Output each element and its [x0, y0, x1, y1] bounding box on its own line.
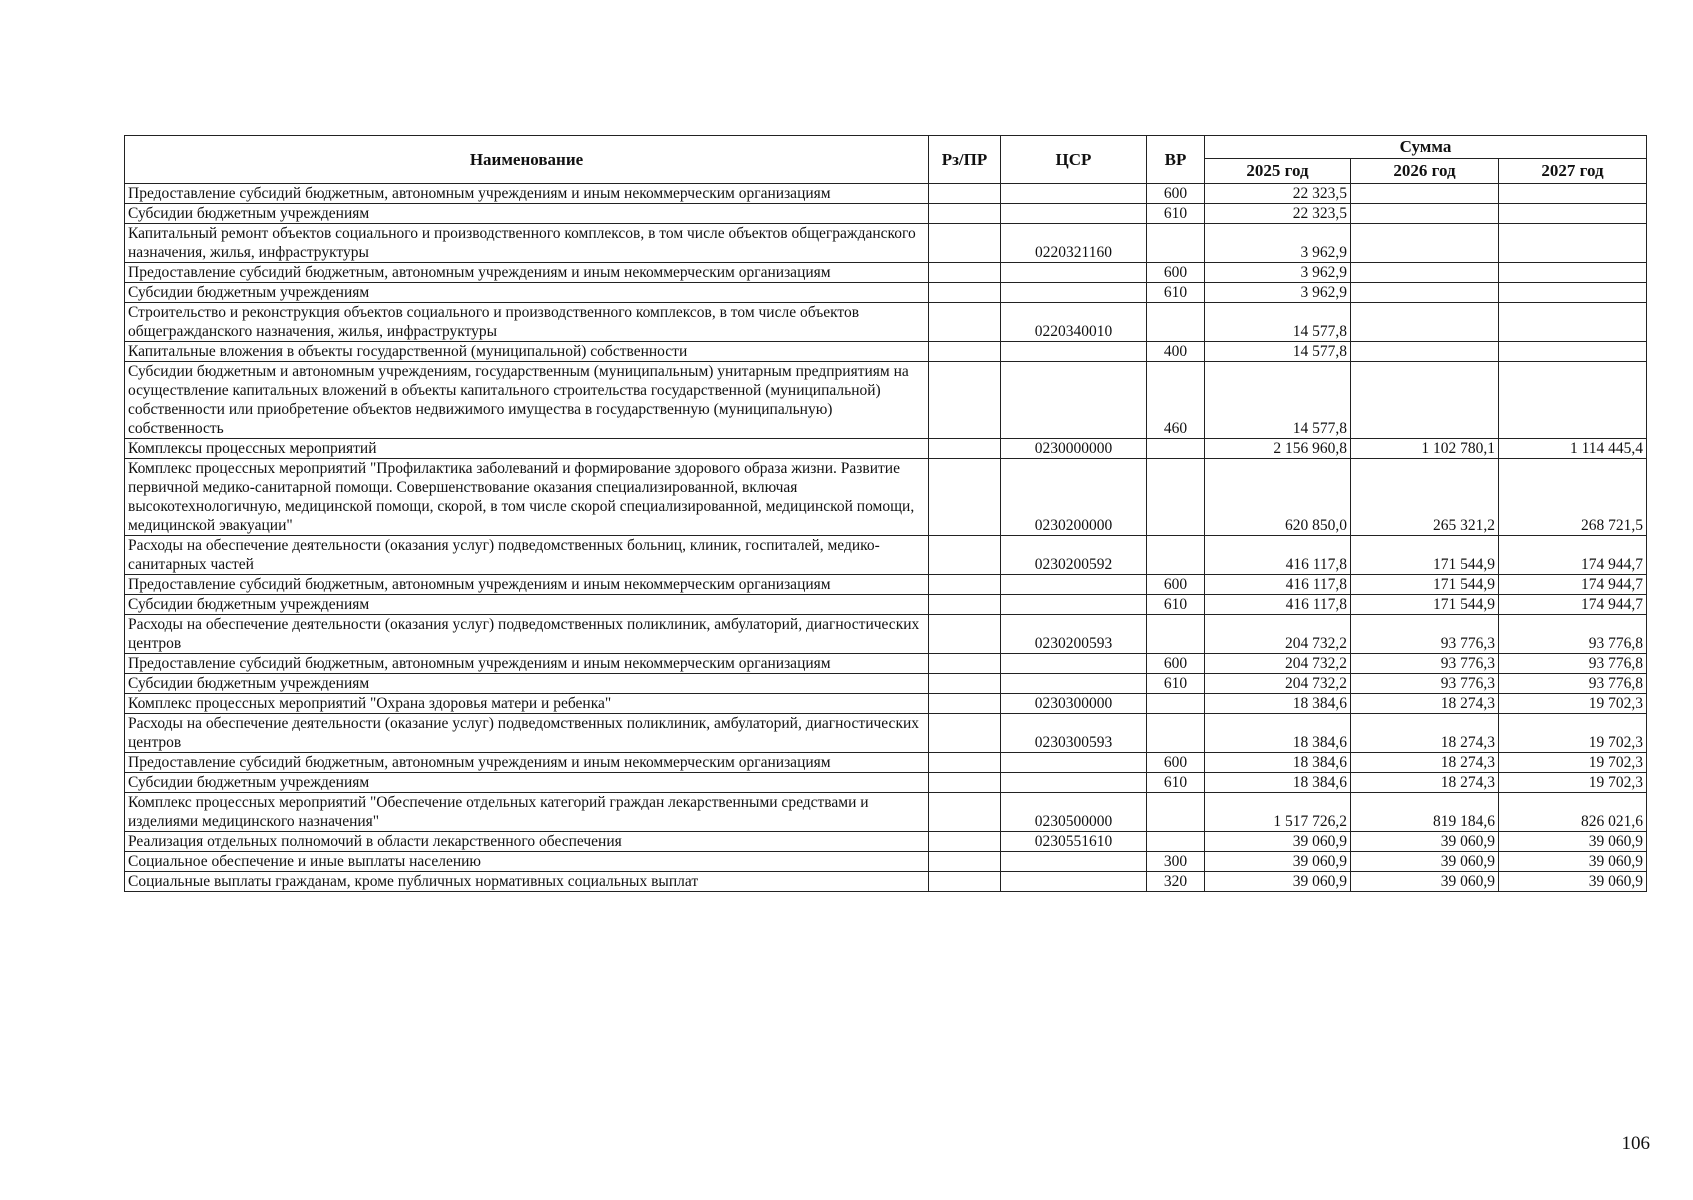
cell-vr: 600 — [1147, 753, 1205, 773]
table-row — [125, 224, 1647, 263]
cell-2026 — [1351, 283, 1499, 303]
cell-csr: 0230300000 — [1001, 694, 1147, 714]
table-body — [125, 184, 1647, 892]
header-vr: ВР — [1147, 136, 1205, 184]
cell-vr: 600 — [1147, 184, 1205, 204]
cell-2025: 416 117,8 — [1205, 595, 1351, 615]
cell-2026: 171 544,9 — [1351, 575, 1499, 595]
cell-csr — [1001, 872, 1147, 892]
cell-vr — [1147, 536, 1205, 575]
table-row — [125, 595, 1647, 615]
table-row — [125, 753, 1647, 773]
cell-2027: 174 944,7 — [1499, 575, 1647, 595]
header-year-2025: 2025 год — [1205, 159, 1351, 184]
cell-rzpr — [929, 694, 1001, 714]
cell-vr — [1147, 694, 1205, 714]
table-row — [125, 439, 1647, 459]
table-row — [125, 773, 1647, 793]
cell-name: Комплекс процессных мероприятий "Профилактика заболеваний и формирование здорового образа жизни. Развитие первичной медико-санитарной помощи. Совершенствование оказания специализированной, включая высокотехнологичную, медицинской помощи, скорой, в том числе скорой специализированной, медицинской помощи, медицинской эвакуации" — [125, 459, 929, 536]
cell-vr — [1147, 832, 1205, 852]
cell-2027 — [1499, 283, 1647, 303]
cell-csr — [1001, 362, 1147, 439]
table-row — [125, 674, 1647, 694]
header-year-2027: 2027 год — [1499, 159, 1647, 184]
cell-2026: 171 544,9 — [1351, 595, 1499, 615]
table-row — [125, 615, 1647, 654]
cell-2027 — [1499, 362, 1647, 439]
table-row — [125, 184, 1647, 204]
cell-2027: 93 776,8 — [1499, 615, 1647, 654]
cell-2027: 826 021,6 — [1499, 793, 1647, 832]
cell-rzpr — [929, 714, 1001, 753]
cell-rzpr — [929, 654, 1001, 674]
cell-vr: 610 — [1147, 283, 1205, 303]
cell-rzpr — [929, 595, 1001, 615]
cell-vr: 300 — [1147, 852, 1205, 872]
cell-csr: 0230200593 — [1001, 615, 1147, 654]
cell-2025: 2 156 960,8 — [1205, 439, 1351, 459]
cell-name: Реализация отдельных полномочий в области лекарственного обеспечения — [125, 832, 929, 852]
cell-2025: 14 577,8 — [1205, 303, 1351, 342]
cell-2025: 3 962,9 — [1205, 263, 1351, 283]
cell-rzpr — [929, 575, 1001, 595]
cell-rzpr — [929, 459, 1001, 536]
cell-2025: 18 384,6 — [1205, 753, 1351, 773]
cell-2026 — [1351, 362, 1499, 439]
cell-vr: 600 — [1147, 654, 1205, 674]
cell-2026: 819 184,6 — [1351, 793, 1499, 832]
cell-name: Субсидии бюджетным и автономным учреждениям, государственным (муниципальным) унитарным предприятиям на осуществление капитальных вложений в объекты капитального строительства государственной (муниципальной) собственности или приобретение объектов недвижимого имущества в государственную (муниципальную) собственность — [125, 362, 929, 439]
cell-csr — [1001, 773, 1147, 793]
cell-2025: 3 962,9 — [1205, 224, 1351, 263]
table-row — [125, 362, 1647, 439]
cell-csr — [1001, 654, 1147, 674]
cell-csr: 0230000000 — [1001, 439, 1147, 459]
cell-name: Расходы на обеспечение деятельности (оказания услуг) подведомственных поликлиник, амбулаторий, диагностических центров — [125, 615, 929, 654]
cell-2027: 1 114 445,4 — [1499, 439, 1647, 459]
cell-name: Предоставление субсидий бюджетным, автономным учреждениям и иным некоммерческим организациям — [125, 753, 929, 773]
cell-2027 — [1499, 224, 1647, 263]
budget-table — [124, 135, 1647, 892]
cell-rzpr — [929, 362, 1001, 439]
cell-2025: 39 060,9 — [1205, 872, 1351, 892]
cell-vr: 600 — [1147, 263, 1205, 283]
cell-2025: 620 850,0 — [1205, 459, 1351, 536]
cell-csr: 0230200000 — [1001, 459, 1147, 536]
cell-csr — [1001, 575, 1147, 595]
cell-2026: 171 544,9 — [1351, 536, 1499, 575]
cell-2025: 416 117,8 — [1205, 575, 1351, 595]
cell-vr: 460 — [1147, 362, 1205, 439]
cell-2026 — [1351, 263, 1499, 283]
cell-name: Расходы на обеспечение деятельности (оказания услуг) подведомственных больниц, клиник, госпиталей, медико-санитарных частей — [125, 536, 929, 575]
table-row — [125, 459, 1647, 536]
cell-csr — [1001, 674, 1147, 694]
cell-2027: 39 060,9 — [1499, 832, 1647, 852]
cell-2027: 268 721,5 — [1499, 459, 1647, 536]
cell-name: Субсидии бюджетным учреждениям — [125, 204, 929, 224]
cell-rzpr — [929, 303, 1001, 342]
cell-rzpr — [929, 852, 1001, 872]
cell-csr: 0220340010 — [1001, 303, 1147, 342]
cell-2027: 19 702,3 — [1499, 694, 1647, 714]
cell-csr — [1001, 342, 1147, 362]
cell-rzpr — [929, 536, 1001, 575]
cell-name: Предоставление субсидий бюджетным, автономным учреждениям и иным некоммерческим организациям — [125, 654, 929, 674]
cell-2026 — [1351, 204, 1499, 224]
cell-rzpr — [929, 773, 1001, 793]
cell-name: Капитальные вложения в объекты государственной (муниципальной) собственности — [125, 342, 929, 362]
cell-vr: 610 — [1147, 773, 1205, 793]
table-row — [125, 694, 1647, 714]
header-csr: ЦСР — [1001, 136, 1147, 184]
table-row — [125, 204, 1647, 224]
cell-vr — [1147, 459, 1205, 536]
cell-2026: 39 060,9 — [1351, 872, 1499, 892]
cell-rzpr — [929, 342, 1001, 362]
table-row — [125, 263, 1647, 283]
cell-rzpr — [929, 224, 1001, 263]
cell-2026: 1 102 780,1 — [1351, 439, 1499, 459]
cell-2027: 93 776,8 — [1499, 674, 1647, 694]
cell-2025: 14 577,8 — [1205, 362, 1351, 439]
cell-rzpr — [929, 793, 1001, 832]
cell-2025: 14 577,8 — [1205, 342, 1351, 362]
cell-2026: 265 321,2 — [1351, 459, 1499, 536]
cell-2027 — [1499, 204, 1647, 224]
cell-name: Субсидии бюджетным учреждениям — [125, 674, 929, 694]
cell-vr — [1147, 714, 1205, 753]
cell-vr: 400 — [1147, 342, 1205, 362]
cell-csr: 0230551610 — [1001, 832, 1147, 852]
cell-vr: 600 — [1147, 575, 1205, 595]
cell-csr — [1001, 263, 1147, 283]
cell-vr: 610 — [1147, 595, 1205, 615]
cell-2027: 93 776,8 — [1499, 654, 1647, 674]
cell-2027: 19 702,3 — [1499, 753, 1647, 773]
cell-csr — [1001, 184, 1147, 204]
cell-vr — [1147, 224, 1205, 263]
cell-2025: 18 384,6 — [1205, 694, 1351, 714]
cell-rzpr — [929, 832, 1001, 852]
header-name: Наименование — [125, 136, 929, 184]
cell-csr: 0220321160 — [1001, 224, 1147, 263]
cell-csr: 0230200592 — [1001, 536, 1147, 575]
cell-2025: 416 117,8 — [1205, 536, 1351, 575]
cell-vr: 320 — [1147, 872, 1205, 892]
cell-name: Субсидии бюджетным учреждениям — [125, 595, 929, 615]
header-year-2026: 2026 год — [1351, 159, 1499, 184]
page-number: 106 — [1621, 1133, 1650, 1154]
table-row — [125, 575, 1647, 595]
cell-2026: 18 274,3 — [1351, 773, 1499, 793]
cell-2027: 19 702,3 — [1499, 773, 1647, 793]
cell-2026: 18 274,3 — [1351, 694, 1499, 714]
cell-2025: 22 323,5 — [1205, 204, 1351, 224]
cell-rzpr — [929, 184, 1001, 204]
header-rzpr: Рз/ПР — [929, 136, 1001, 184]
cell-name: Капитальный ремонт объектов социального и производственного комплексов, в том числе объектов общегражданского назначения, жилья, инфраструктуры — [125, 224, 929, 263]
cell-2027: 39 060,9 — [1499, 872, 1647, 892]
cell-2025: 204 732,2 — [1205, 674, 1351, 694]
cell-2025: 39 060,9 — [1205, 852, 1351, 872]
cell-rzpr — [929, 263, 1001, 283]
cell-vr — [1147, 303, 1205, 342]
cell-name: Расходы на обеспечение деятельности (оказание услуг) подведомственных поликлиник, амбулаторий, диагностических центров — [125, 714, 929, 753]
cell-csr: 0230300593 — [1001, 714, 1147, 753]
cell-2026: 39 060,9 — [1351, 852, 1499, 872]
table-row — [125, 793, 1647, 832]
cell-name: Субсидии бюджетным учреждениям — [125, 773, 929, 793]
cell-vr — [1147, 439, 1205, 459]
cell-2025: 39 060,9 — [1205, 832, 1351, 852]
cell-vr: 610 — [1147, 204, 1205, 224]
cell-rzpr — [929, 283, 1001, 303]
table-row — [125, 303, 1647, 342]
cell-2027 — [1499, 184, 1647, 204]
cell-2026 — [1351, 342, 1499, 362]
cell-2027 — [1499, 342, 1647, 362]
cell-name: Субсидии бюджетным учреждениям — [125, 283, 929, 303]
cell-csr: 0230500000 — [1001, 793, 1147, 832]
cell-2026 — [1351, 224, 1499, 263]
table-row — [125, 852, 1647, 872]
cell-rzpr — [929, 674, 1001, 694]
cell-name: Предоставление субсидий бюджетным, автономным учреждениям и иным некоммерческим организациям — [125, 263, 929, 283]
cell-name: Строительство и реконструкция объектов социального и производственного комплексов, в том числе объектов общегражданского назначения, жилья, инфраструктуры — [125, 303, 929, 342]
cell-2026 — [1351, 303, 1499, 342]
table-row — [125, 872, 1647, 892]
cell-name: Комплекс процессных мероприятий "Охрана здоровья матери и ребенка" — [125, 694, 929, 714]
cell-2025: 3 962,9 — [1205, 283, 1351, 303]
cell-2027: 174 944,7 — [1499, 595, 1647, 615]
table-header — [125, 136, 1647, 184]
cell-2025: 1 517 726,2 — [1205, 793, 1351, 832]
cell-csr — [1001, 595, 1147, 615]
cell-csr — [1001, 852, 1147, 872]
cell-name: Комплекс процессных мероприятий "Обеспечение отдельных категорий граждан лекарственными средствами и изделиями медицинского назначения" — [125, 793, 929, 832]
cell-csr — [1001, 204, 1147, 224]
cell-2026: 93 776,3 — [1351, 674, 1499, 694]
cell-2025: 204 732,2 — [1205, 615, 1351, 654]
cell-2026 — [1351, 184, 1499, 204]
cell-2025: 18 384,6 — [1205, 714, 1351, 753]
cell-name: Социальное обеспечение и иные выплаты населению — [125, 852, 929, 872]
cell-rzpr — [929, 439, 1001, 459]
cell-2026: 93 776,3 — [1351, 615, 1499, 654]
cell-name: Предоставление субсидий бюджетным, автономным учреждениям и иным некоммерческим организациям — [125, 184, 929, 204]
table-row — [125, 832, 1647, 852]
cell-2027 — [1499, 303, 1647, 342]
cell-name: Социальные выплаты гражданам, кроме публичных нормативных социальных выплат — [125, 872, 929, 892]
cell-2026: 18 274,3 — [1351, 714, 1499, 753]
cell-csr — [1001, 283, 1147, 303]
table-row — [125, 536, 1647, 575]
cell-2027: 174 944,7 — [1499, 536, 1647, 575]
table-row — [125, 283, 1647, 303]
cell-csr — [1001, 753, 1147, 773]
cell-vr: 610 — [1147, 674, 1205, 694]
cell-rzpr — [929, 872, 1001, 892]
cell-2026: 93 776,3 — [1351, 654, 1499, 674]
cell-2025: 18 384,6 — [1205, 773, 1351, 793]
cell-rzpr — [929, 615, 1001, 654]
header-sum: Сумма — [1205, 136, 1647, 159]
cell-2026: 18 274,3 — [1351, 753, 1499, 773]
table-row — [125, 714, 1647, 753]
table-row — [125, 654, 1647, 674]
cell-2025: 204 732,2 — [1205, 654, 1351, 674]
cell-2027 — [1499, 263, 1647, 283]
cell-2025: 22 323,5 — [1205, 184, 1351, 204]
table-row — [125, 342, 1647, 362]
cell-vr — [1147, 615, 1205, 654]
cell-vr — [1147, 793, 1205, 832]
cell-2027: 39 060,9 — [1499, 852, 1647, 872]
cell-name: Предоставление субсидий бюджетным, автономным учреждениям и иным некоммерческим организациям — [125, 575, 929, 595]
cell-rzpr — [929, 753, 1001, 773]
cell-name: Комплексы процессных мероприятий — [125, 439, 929, 459]
cell-2027: 19 702,3 — [1499, 714, 1647, 753]
cell-2026: 39 060,9 — [1351, 832, 1499, 852]
cell-rzpr — [929, 204, 1001, 224]
